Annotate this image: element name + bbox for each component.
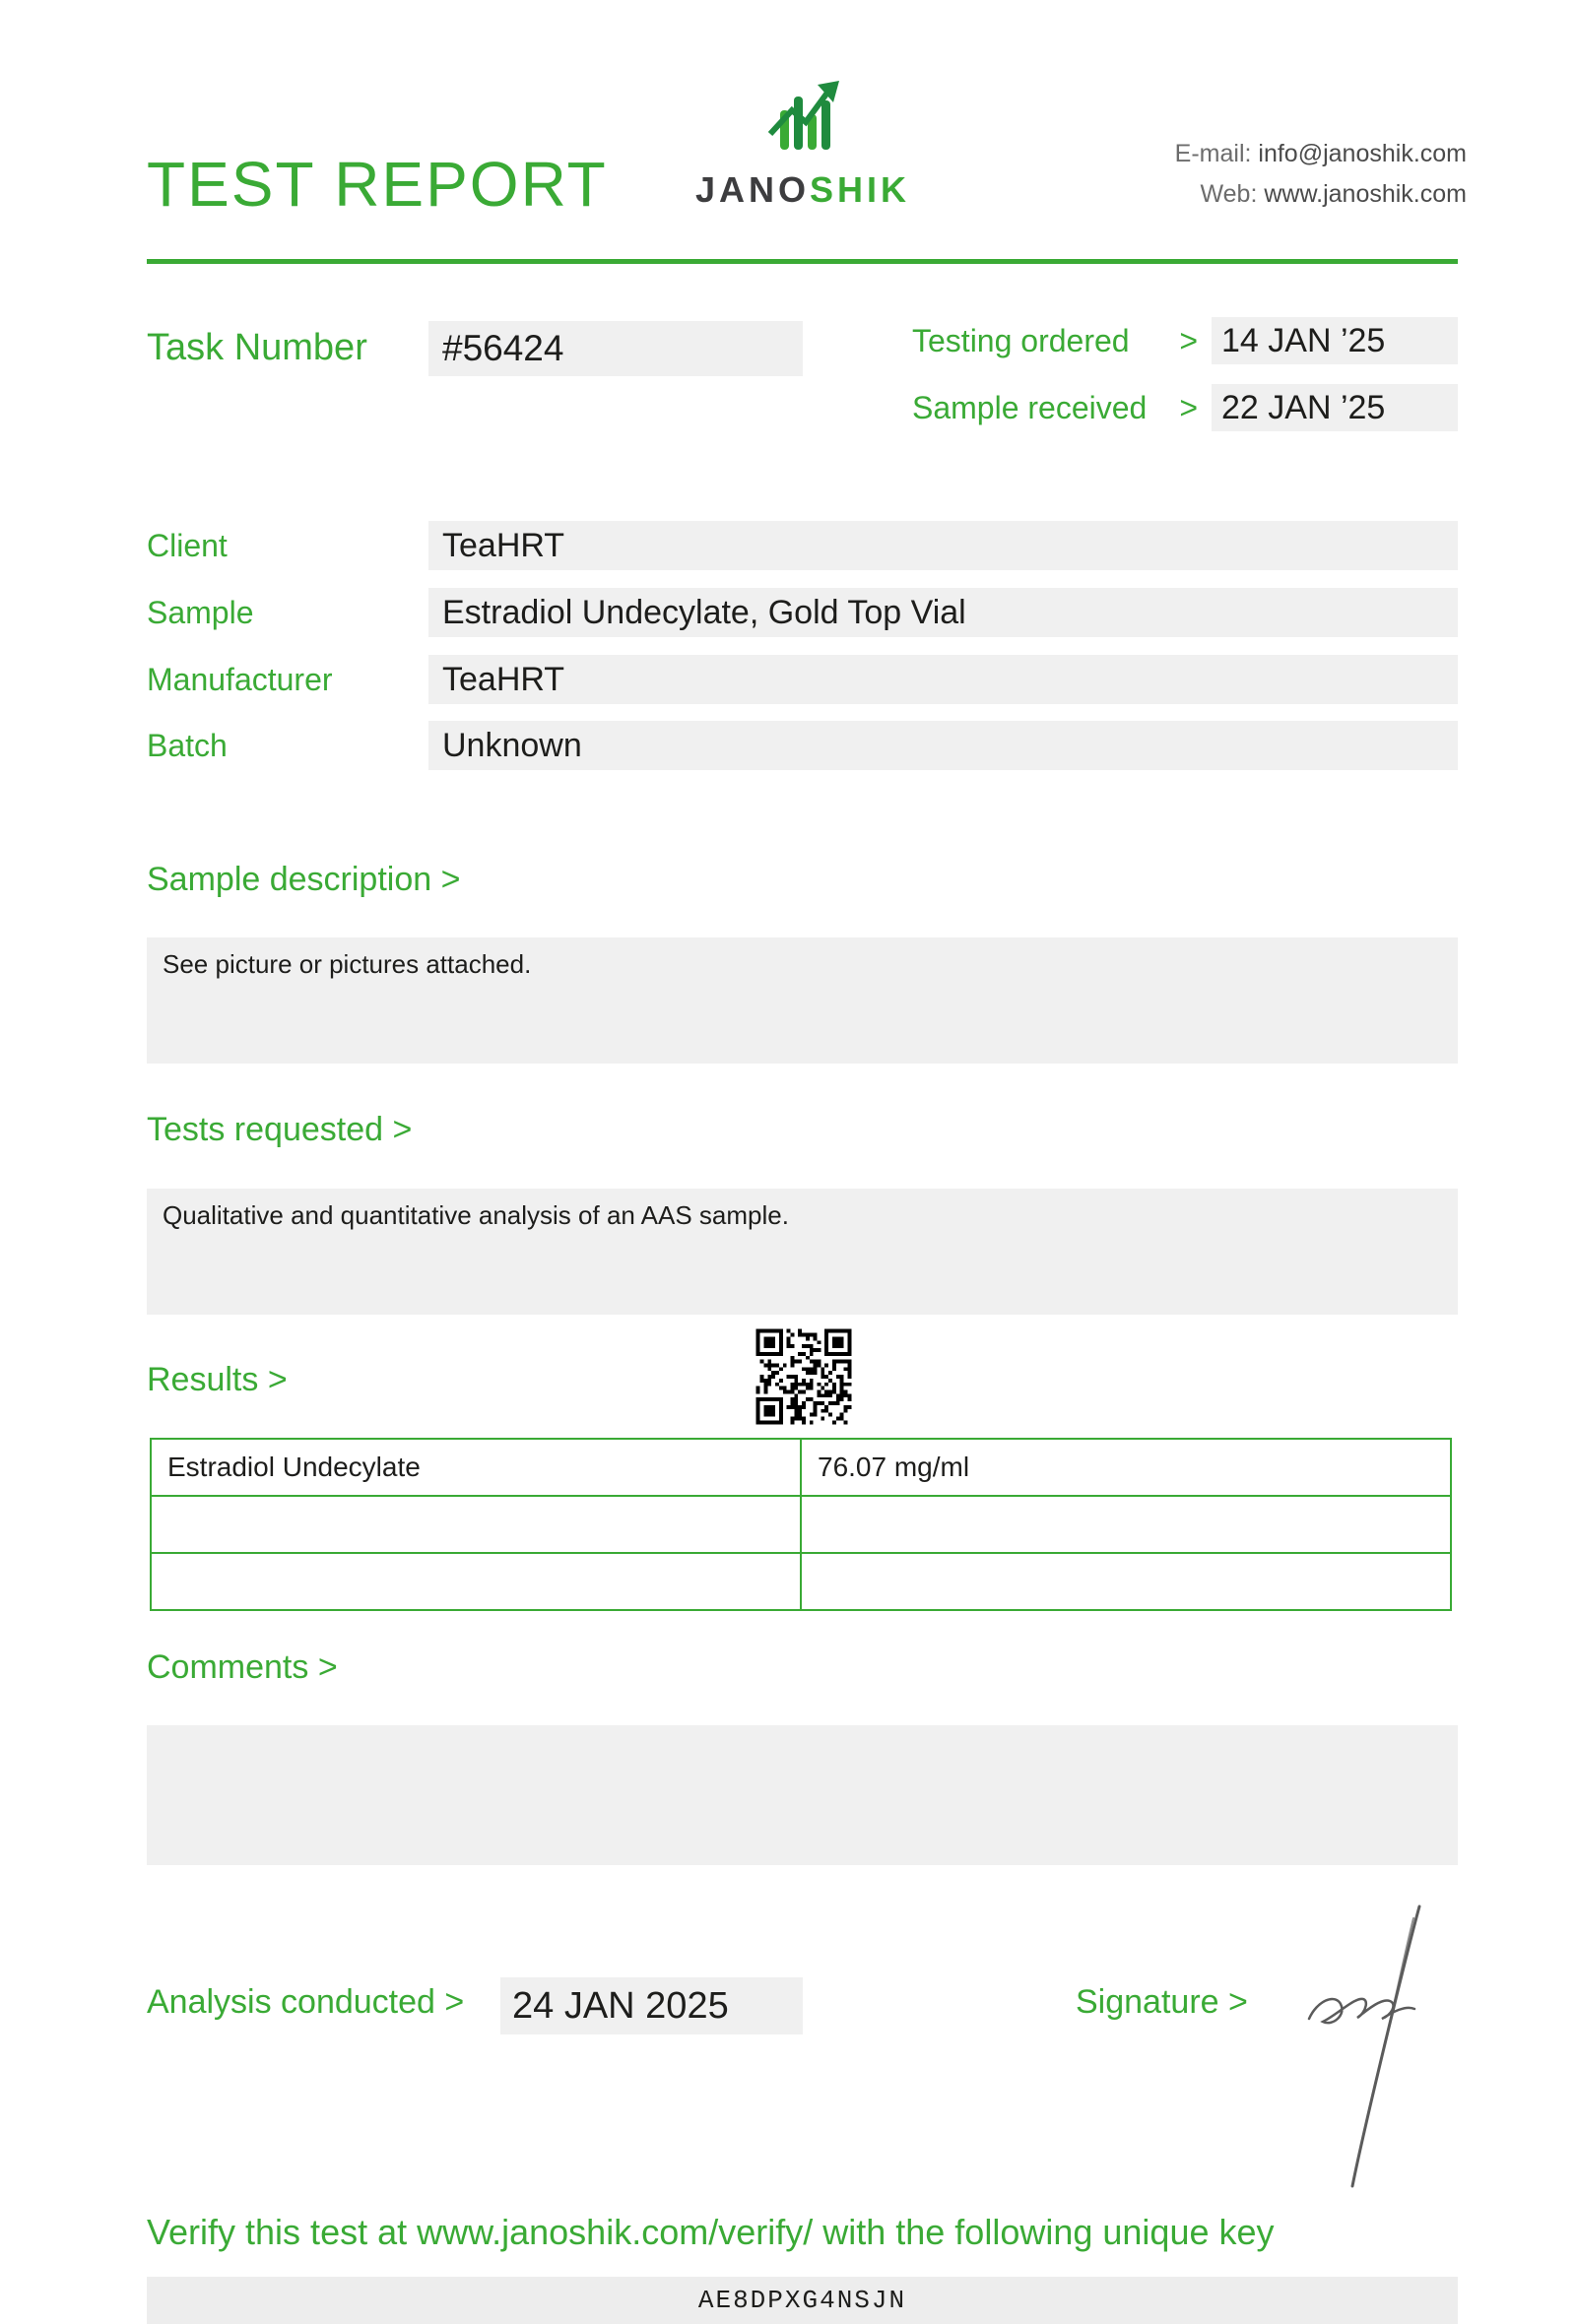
janoshik-logo — [685, 71, 921, 211]
sample-description-box: See picture or pictures attached. — [147, 937, 1458, 1064]
sample-label: Sample — [147, 594, 254, 630]
table-row — [151, 1439, 1451, 1496]
verify-instructions: Verify this test at www.janoshik.com/verify/ with the following unique key — [147, 2212, 1275, 2252]
result-cell — [801, 1553, 1451, 1610]
batch-label: Batch — [147, 727, 228, 763]
sample-received-row — [912, 384, 1458, 431]
manufacturer-row — [147, 655, 1458, 704]
client-row — [147, 521, 1458, 570]
analyte-cell: Estradiol Undecylate — [151, 1439, 801, 1496]
signature-label: Signature > — [1076, 1983, 1248, 2021]
sample-received-label-group — [912, 390, 1212, 426]
logo-wordmark — [685, 169, 921, 211]
comments-label: Comments > — [147, 1648, 338, 1686]
sample-description-label: Sample description > — [147, 861, 461, 898]
table-row — [151, 1496, 1451, 1553]
task-number-value: #56424 — [428, 321, 803, 376]
testing-ordered-row — [912, 317, 1458, 364]
analysis-conducted-label: Analysis conducted > — [147, 1983, 465, 2021]
table-row — [151, 1553, 1451, 1610]
testing-ordered-label-group — [912, 323, 1212, 359]
logo-shik: SHIK — [810, 169, 911, 210]
results-table — [150, 1438, 1452, 1611]
client-label: Client — [147, 527, 228, 563]
tests-requested-label: Tests requested > — [147, 1111, 413, 1148]
results-label: Results > — [147, 1361, 288, 1398]
logo-jano: JANO — [694, 169, 810, 210]
manufacturer-label: Manufacturer — [147, 661, 333, 697]
web-label: Web: — [1200, 180, 1258, 208]
signature-image — [1295, 1899, 1433, 2194]
sample-received-arrow: > — [1179, 389, 1198, 425]
tests-requested-box: Qualitative and quantitative analysis of an AAS sample. — [147, 1189, 1458, 1315]
result-cell — [801, 1496, 1451, 1553]
testing-ordered-arrow: > — [1179, 322, 1198, 358]
sample-received-label: Sample received — [912, 389, 1148, 425]
page-title: TEST REPORT — [147, 149, 608, 220]
sample-row — [147, 588, 1458, 637]
analysis-date-value: 24 JAN 2025 — [500, 1977, 803, 2034]
testing-ordered-value: 14 JAN ’25 — [1212, 317, 1458, 364]
analyte-cell — [151, 1553, 801, 1610]
email-label: E-mail: — [1174, 140, 1252, 167]
result-cell: 76.07 mg/ml — [801, 1439, 1451, 1496]
comments-box — [147, 1725, 1458, 1865]
client-value: TeaHRT — [428, 521, 1458, 570]
analyte-cell — [151, 1496, 801, 1553]
sample-received-value: 22 JAN ’25 — [1212, 384, 1458, 431]
batch-value: Unknown — [428, 721, 1458, 770]
web-line — [1175, 174, 1467, 215]
sample-value: Estradiol Undecylate, Gold Top Vial — [428, 588, 1458, 637]
testing-ordered-label: Testing ordered — [912, 322, 1130, 358]
contact-info — [1175, 134, 1467, 215]
header-divider — [147, 259, 1458, 264]
email-line — [1175, 134, 1467, 174]
logo-chart-icon — [758, 71, 847, 158]
web-value: www.janoshik.com — [1264, 180, 1467, 208]
batch-row — [147, 721, 1458, 770]
email-value: info@janoshik.com — [1258, 140, 1467, 167]
verify-key: AE8DPXG4NSJN — [147, 2277, 1458, 2324]
task-number-label: Task Number — [147, 327, 367, 368]
qr-code-icon — [749, 1322, 859, 1432]
manufacturer-value: TeaHRT — [428, 655, 1458, 704]
